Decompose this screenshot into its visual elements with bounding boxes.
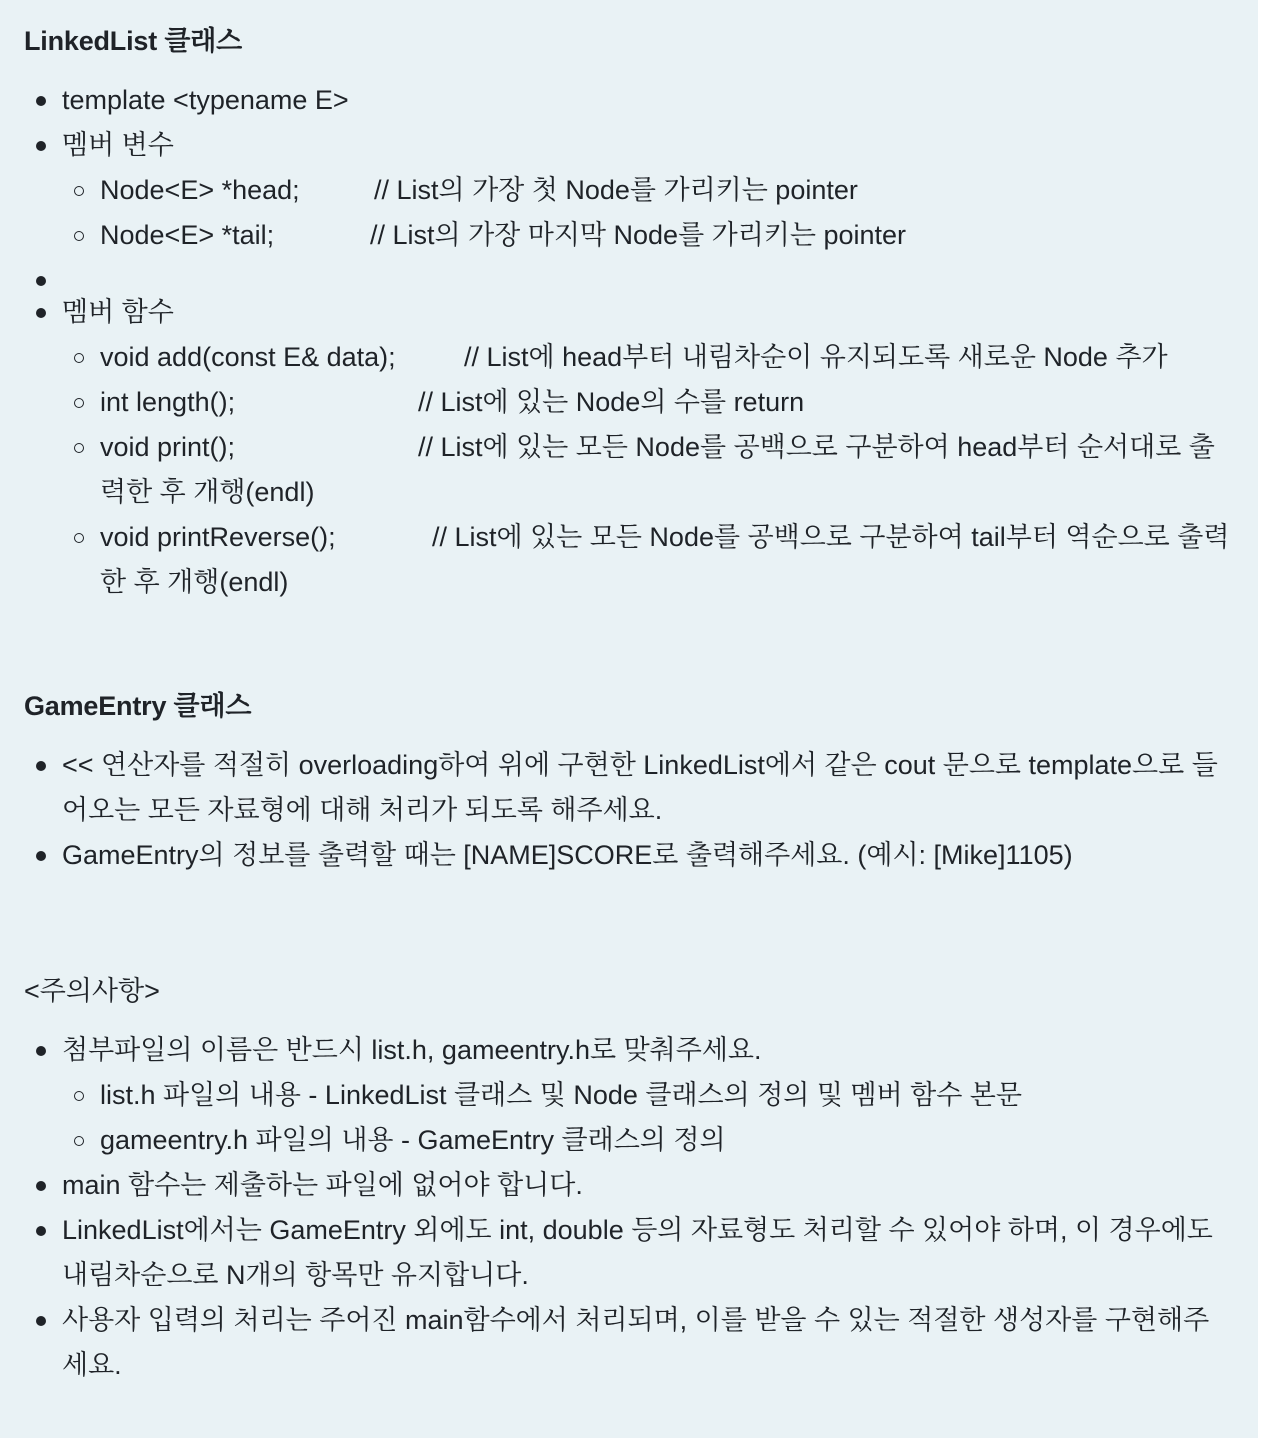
code-text: void printReverse();: [100, 522, 336, 552]
list-item: LinkedList에서는 GameEntry 외에도 int, double 등의 자료형도 처리할 수 있어야 하며, 이 경우에도 내림차순으로 N개의 항목만 유지합니다.: [24, 1208, 1234, 1298]
linkedlist-list: [24, 78, 1234, 605]
list-item-member-vars: [24, 123, 1234, 258]
member-vars-label: 멤버 변수: [62, 130, 174, 160]
linkedlist-heading: LinkedList 클래스: [24, 26, 242, 56]
member-vars-sublist: [62, 168, 1234, 258]
code-text: void print();: [100, 432, 236, 462]
code-text: void add(const E& data);: [100, 342, 396, 372]
sublist-item: [62, 515, 1234, 605]
list-item-attach: [24, 1028, 1234, 1163]
code-text: Node<E> *head;: [100, 175, 300, 205]
sublist-item: [62, 335, 1234, 380]
member-funcs-sublist: [62, 335, 1234, 605]
code-text: int length();: [100, 387, 236, 417]
linkedlist-section: [24, 20, 1234, 605]
sublist-item: [62, 213, 1234, 258]
comment-text: // List에 있는 모든 Node를 공백으로 구분하여 head부터 순서대로 출력한 후 개행(endl): [100, 432, 1215, 507]
template-text: template <typename E>: [62, 85, 349, 115]
sublist-item: [62, 168, 1234, 213]
code-text: Node<E> *tail;: [100, 220, 275, 250]
sublist-item: gameentry.h 파일의 내용 - GameEntry 클래스의 정의: [62, 1118, 1234, 1163]
comment-text: // List의 가장 첫 Node를 가리키는 pointer: [374, 175, 858, 205]
list-item-template: [24, 78, 1234, 123]
comment-text: // List에 있는 모든 Node를 공백으로 구분하여 tail부터 역순으로 출력한 후 개행(endl): [100, 522, 1230, 597]
gameentry-section: [24, 685, 1234, 878]
list-item: GameEntry의 정보를 출력할 때는 [NAME]SCORE로 출력해주세요. (예시: [Mike]1105): [24, 833, 1234, 878]
comment-text: // List에 있는 Node의 수를 return: [418, 387, 805, 417]
attach-text: 첨부파일의 이름은 반드시 list.h, gameentry.h로 맞춰주세요.: [62, 1035, 762, 1065]
comment-text: // List에 head부터 내림차순이 유지되도록 새로운 Node 추가: [464, 342, 1168, 372]
attach-sublist: [62, 1073, 1234, 1163]
sublist-item: [62, 380, 1234, 425]
sublist-item: [62, 425, 1234, 515]
list-item: << 연산자를 적절히 overloading하여 위에 구현한 LinkedList에서 같은 cout 문으로 template으로 들어오는 모든 자료형에 대해 처리가 되도록 해주세요.: [24, 743, 1234, 833]
comment-text: // List의 가장 마지막 Node를 가리키는 pointer: [370, 220, 907, 250]
sublist-item: list.h 파일의 내용 - LinkedList 클래스 및 Node 클래스의 정의 및 멤버 함수 본문: [62, 1073, 1234, 1118]
notes-heading: <주의사항>: [24, 976, 160, 1006]
spacer: [24, 258, 1234, 290]
gameentry-list: [24, 743, 1234, 878]
list-item: 사용자 입력의 처리는 주어진 main함수에서 처리되며, 이를 받을 수 있는 적절한 생성자를 구현해주세요.: [24, 1298, 1234, 1388]
notes-section: [24, 970, 1234, 1388]
member-funcs-label: 멤버 함수: [62, 297, 174, 327]
list-item-member-funcs: [24, 290, 1234, 605]
gameentry-heading: GameEntry 클래스: [24, 691, 252, 721]
list-item: main 함수는 제출하는 파일에 없어야 합니다.: [24, 1163, 1234, 1208]
notes-list: [24, 1028, 1234, 1388]
